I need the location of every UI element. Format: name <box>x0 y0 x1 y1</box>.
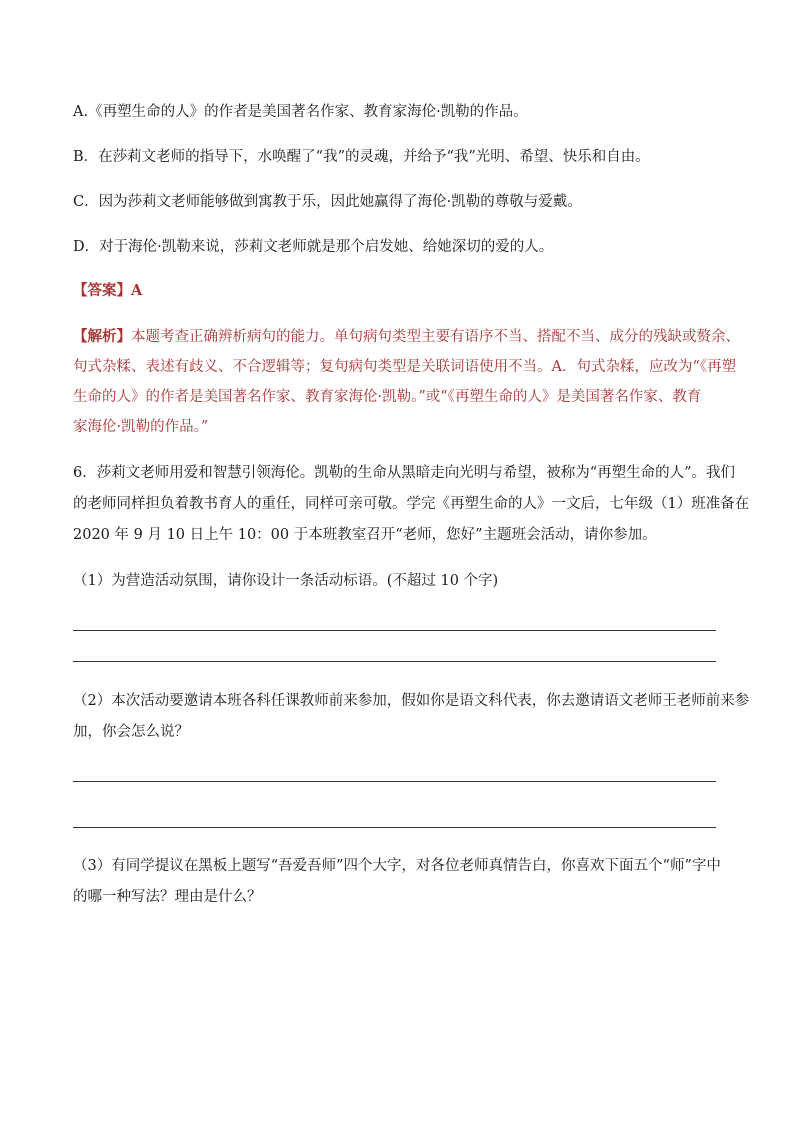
analysis-line-4: 家海伦·凯勒的作品。” <box>73 419 209 435</box>
option-c: C．因为莎莉文老师能够做到寓教于乐，因此她赢得了海伦·凯勒的尊敬与爱戴。 <box>73 194 582 210</box>
sub-question-2-line-1: （2）本次活动要邀请本班各科任课教师前来参加，假如你是语文科代表，你去邀请语文老师王老师前来参 <box>73 693 750 709</box>
answer-line-1b[interactable] <box>73 661 716 662</box>
analysis-line-3: 生命的人》的作者是美国著名作家、教育家海伦·凯勒。”或“《再塑生命的人》是美国著名作家、教育 <box>73 389 702 405</box>
sub-question-3-line-2: 的哪一种写法？理由是什么？ <box>73 889 262 905</box>
question-6-line-1: 6．莎莉文老师用爱和智慧引领海伦。凯勒的生命从黑暗走向光明与希望，被称为“再塑生命的人”。我们 <box>73 465 736 481</box>
analysis-label: 【解析】 <box>73 328 131 345</box>
analysis-line-1 <box>73 327 740 347</box>
sub-question-1: （1）为营造活动氛围，请你设计一条活动标语。(不超过 10 个字) <box>73 573 499 589</box>
answer-line-2b[interactable] <box>73 827 716 828</box>
option-d: D．对于海伦·凯勒来说，莎莉文老师就是那个启发她、给她深切的爱的人。 <box>73 239 554 255</box>
answer-value: A <box>131 282 143 299</box>
answer-label: 【答案】 <box>73 282 131 299</box>
question-6-line-2: 的老师同样担负着教书育人的重任，同样可亲可敬。学完《再塑生命的人》一文后，七年级（1）班准备在 <box>73 496 750 512</box>
answer-line <box>73 281 142 301</box>
question-6-line-3: 2020 年 9 月 10 日上午 10：00 于本班教室召开“老师，您好”主题班会活动，请你参加。 <box>73 527 657 543</box>
option-b: B．在莎莉文老师的指导下，水唤醒了“我”的灵魂，并给予“我”光明、希望、快乐和自由。 <box>73 149 650 165</box>
option-a: A.《再塑生命的人》的作者是美国著名作家、教育家海伦·凯勒的作品。 <box>73 104 528 120</box>
analysis-line-2: 句式杂糅、表述有歧义、不合逻辑等；复句病句类型是关联词语使用不当。A．句式杂糅，应改为“《再塑 <box>73 359 737 375</box>
answer-line-1a[interactable] <box>73 630 716 631</box>
analysis-text-1: 本题考查正确辨析病句的能力。单句病句类型主要有语序不当、搭配不当、成分的残缺或赘余、 <box>131 329 740 345</box>
sub-question-2-line-2: 加，你会怎么说？ <box>73 724 189 740</box>
answer-line-2a[interactable] <box>73 781 716 782</box>
sub-question-3-line-1: （3）有同学提议在黑板上题写“吾爱吾师”四个大字，对各位老师真情告白，你喜欢下面五个“师”字中 <box>73 858 721 874</box>
